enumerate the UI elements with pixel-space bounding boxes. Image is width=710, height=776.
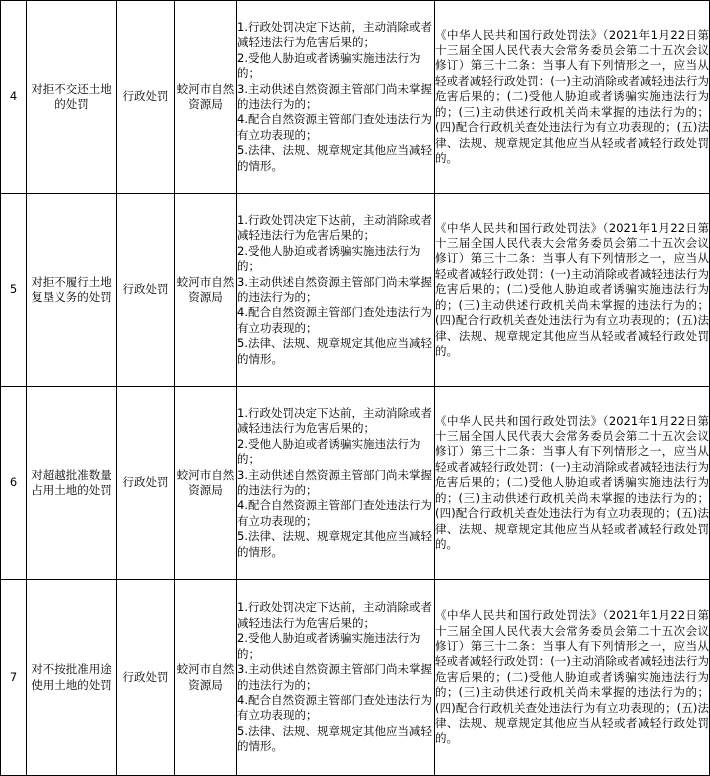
condition-item: 3.主动供述自然资源主管部门尚未掌握的违法行为的；: [237, 81, 432, 111]
condition-item: 4.配合自然资源主管部门查处违法行为有立功表现的；: [237, 692, 432, 723]
condition-item: 2.受他人胁迫或者诱骗实施违法行为的；: [237, 243, 421, 274]
table-row: [1, 387, 710, 580]
condition-item: 3.主动供述自然资源主管部门尚未掌握的违法行为的；: [237, 467, 432, 497]
legal-basis: 《中华人民共和国行政处罚法》（2021年1月22日第十三届全国人民代表大会常务委员会第二十五次会议修订）第三十二条：当事人有下列情形之一，应当从轻或者减轻行政处罚：(一)主动消除或者减轻违法行为危害后果的；(二)受他人胁迫或者诱骗实施违法行为的；(三)主动供述行政机关尚未掌握的违法行为的；(四)配合行政机关查处违法行为有立功表现的；(五)法律、法规、规章规定其他应当从轻或者减轻行政处罚的。: [435, 387, 710, 580]
row-number: 5: [1, 194, 27, 387]
mitigation-conditions: [237, 1, 435, 194]
condition-item: 5.法律、法规、规章规定其他应当减轻的情形。: [237, 723, 432, 754]
condition-item: 2.受他人胁迫或者诱骗实施违法行为的；: [237, 50, 421, 81]
row-number: 4: [1, 1, 27, 194]
legal-basis: 《中华人民共和国行政处罚法》（2021年1月22日第十三届全国人民代表大会常务委员会第二十五次会议修订）第三十二条：当事人有下列情形之一，应当从轻或者减轻行政处罚：(一)主动消除或者减轻违法行为危害后果的；(二)受他人胁迫或者诱骗实施违法行为的；(三)主动供述行政机关尚未掌握的违法行为的；(四)配合行政机关查处违法行为有立功表现的；(五)法律、法规、规章规定其他应当从轻或者减轻行政处罚的。: [435, 194, 710, 387]
table-row: [1, 194, 710, 387]
condition-item: 2.受他人胁迫或者诱骗实施违法行为的；: [237, 631, 421, 661]
condition-item: 3.主动供述自然资源主管部门尚未掌握的违法行为的；: [237, 274, 432, 304]
mitigation-conditions: [237, 580, 435, 776]
penalty-type: 行政处罚: [117, 387, 175, 580]
enforcement-department: 蛟河市自然资源局: [175, 387, 237, 580]
condition-item: 4.配合自然资源主管部门查处违法行为有立功表现的；: [237, 305, 432, 335]
condition-item: 4.配合自然资源主管部门查处违法行为有立功表现的；: [237, 498, 432, 528]
enforcement-department: 蛟河市自然资源局: [175, 194, 237, 387]
legal-basis: 《中华人民共和国行政处罚法》（2021年1月22日第十三届全国人民代表大会常务委员会第二十五次会议修订）第三十二条：当事人有下列情形之一，应当从轻或者减轻行政处罚：(一)主动消除或者减轻违法行为危害后果的；(二)受他人胁迫或者诱骗实施违法行为的；(三)主动供述行政机关尚未掌握的违法行为的；(四)配合行政机关查处违法行为有立功表现的；(五)法律、法规、规章规定其他应当从轻或者减轻行政处罚的。: [435, 1, 710, 194]
table-row: [1, 580, 710, 776]
mitigation-conditions: [237, 194, 435, 387]
condition-item: 5.法律、法规、规章规定其他应当减轻的情形。: [237, 336, 432, 366]
condition-item: 5.法律、法规、规章规定其他应当减轻的情形。: [237, 143, 432, 173]
condition-item: 1.行政处罚决定下达前，主动消除或者减轻违法行为危害后果的；: [237, 405, 432, 436]
legal-basis: 《中华人民共和国行政处罚法》（2021年1月22日第十三届全国人民代表大会常务委员会第二十五次会议修订）第三十二条：当事人有下列情形之一，应当从轻或者减轻行政处罚：(一)主动消除或者减轻违法行为危害后果的；(二)受他人胁迫或者诱骗实施违法行为的；(三)主动供述行政机关尚未掌握的违法行为的；(四)配合行政机关查处违法行为有立功表现的；(五)法律、法规、规章规定其他应当从轻或者减轻行政处罚的。: [435, 580, 710, 776]
enforcement-department: 蛟河市自然资源局: [175, 580, 237, 776]
row-number: 6: [1, 387, 27, 580]
penalty-type: 行政处罚: [117, 194, 175, 387]
enforcement-department: 蛟河市自然资源局: [175, 1, 237, 194]
row-number: 7: [1, 580, 27, 776]
condition-item: 4.配合自然资源主管部门查处违法行为有立功表现的；: [237, 112, 432, 142]
penalty-item-name: 对超越批准数量占用土地的处罚: [27, 387, 117, 580]
penalty-type: 行政处罚: [117, 1, 175, 194]
condition-item: 1.行政处罚决定下达前，主动消除或者减轻违法行为危害后果的；: [237, 212, 432, 243]
penalty-item-name: 对拒不交还土地的处罚: [27, 1, 117, 194]
table-row: [1, 1, 710, 194]
condition-item: 3.主动供述自然资源主管部门尚未掌握的违法行为的；: [237, 662, 432, 692]
penalty-type: 行政处罚: [117, 580, 175, 776]
mitigation-conditions: [237, 387, 435, 580]
condition-item: 2.受他人胁迫或者诱骗实施违法行为的；: [237, 436, 421, 467]
condition-item: 1.行政处罚决定下达前，主动消除或者减轻违法行为危害后果的；: [237, 600, 432, 630]
penalty-item-name: 对拒不履行土地复垦义务的处罚: [27, 194, 117, 387]
penalty-item-name: 对不按批准用途使用土地的处罚: [27, 580, 117, 776]
condition-item: 5.法律、法规、规章规定其他应当减轻的情形。: [237, 529, 432, 559]
condition-item: 1.行政处罚决定下达前，主动消除或者减轻违法行为危害后果的；: [237, 19, 432, 50]
